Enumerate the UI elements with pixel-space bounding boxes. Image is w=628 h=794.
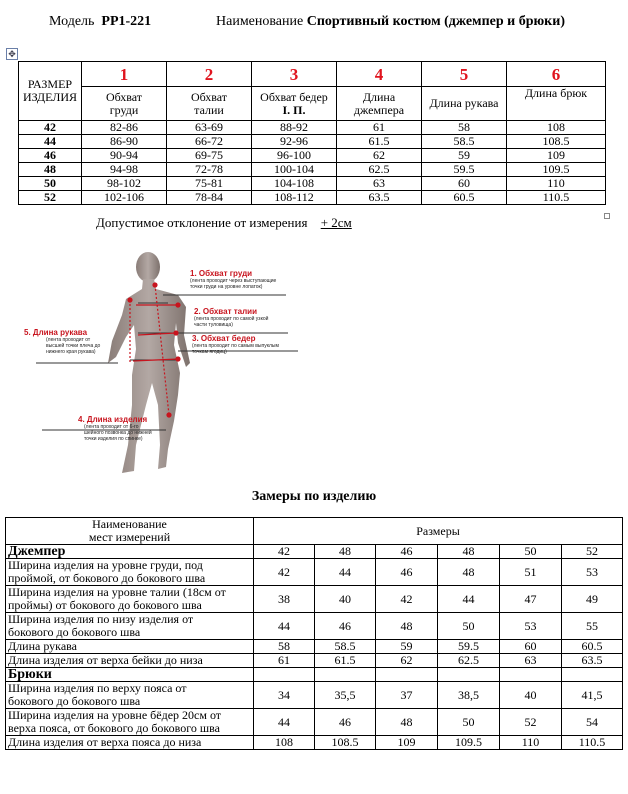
annotation-hips: [192, 334, 279, 355]
garment-measurements-table: [5, 517, 623, 750]
measurement-name-line: Длина изделия от верха бейки до низа: [8, 653, 203, 667]
empty-cell: [500, 668, 562, 682]
size-header-line: ИЗДЕЛИЯ: [22, 90, 78, 104]
measurement-value: 58: [254, 640, 315, 654]
measurement-value: 34: [254, 682, 315, 709]
size-chart-table: [18, 61, 606, 205]
size-header-cell: [19, 62, 82, 121]
measurement-value: 62: [376, 654, 438, 668]
column-label-line: I. П.: [282, 102, 306, 117]
name-header-line: Наименование: [92, 517, 167, 531]
empty-cell: [254, 668, 315, 682]
empty-cell: [376, 668, 438, 682]
size-cell: 46: [19, 149, 82, 163]
measurement-value: 109: [376, 736, 438, 750]
size-header: 50: [500, 545, 562, 559]
measurement-value: 49: [562, 586, 623, 613]
measurement-row: [6, 559, 623, 586]
size-row: [19, 163, 606, 177]
size-header: 48: [438, 545, 500, 559]
measurements-header-row: [6, 518, 623, 545]
annotation-sub: (лента проходит от: [46, 337, 91, 343]
size-chart-number-row: [19, 62, 606, 87]
measurement-cell: 75-81: [167, 177, 252, 191]
column-number: 4: [337, 62, 422, 87]
measurement-cell: 109.5: [507, 163, 606, 177]
measurement-cell: 88-92: [252, 121, 337, 135]
column-label: [82, 87, 167, 121]
size-cell: 50: [19, 177, 82, 191]
measurement-cell: 59.5: [422, 163, 507, 177]
jumper-section-label: Джемпер: [6, 545, 254, 559]
measurement-figure: [18, 245, 308, 480]
product-name-line: [216, 14, 565, 30]
measurement-name-line: Ширина изделия по верху пояса от: [8, 681, 187, 695]
measurement-cell: 108-112: [252, 191, 337, 205]
measurement-row: [6, 640, 623, 654]
size-header: 46: [376, 545, 438, 559]
annotation-sub: (лента проходит по самым выпуклым: [192, 343, 279, 349]
measurement-cell: 86-90: [82, 135, 167, 149]
measurement-cell: 59: [422, 149, 507, 163]
measurement-cell: 104-108: [252, 177, 337, 191]
measurement-row: [6, 709, 623, 736]
measurement-value: 108: [254, 736, 315, 750]
measurement-name: [6, 613, 254, 640]
measurement-value: 52: [500, 709, 562, 736]
measurement-value: 60.5: [562, 640, 623, 654]
measurement-value: 44: [254, 709, 315, 736]
measurement-name: [6, 586, 254, 613]
annotation-sub: (лента проходит по самой узкой: [194, 316, 269, 322]
pants-section-row: [6, 668, 623, 682]
measurement-value: 58.5: [315, 640, 376, 654]
measurement-cell: 63.5: [337, 191, 422, 205]
column-label-line: Обхват бедер: [260, 89, 328, 104]
measurement-cell: 94-98: [82, 163, 167, 177]
measurement-value: 59.5: [438, 640, 500, 654]
table-resize-handle-icon[interactable]: [604, 213, 610, 219]
measurement-value: 48: [376, 613, 438, 640]
measurement-value: 54: [562, 709, 623, 736]
measurement-value: 37: [376, 682, 438, 709]
size-cell: 44: [19, 135, 82, 149]
annotation-title: 3. Обхват бедер: [192, 334, 256, 343]
measurement-name: [6, 640, 254, 654]
sizes-header-cell: Размеры: [254, 518, 623, 545]
size-row: [19, 177, 606, 191]
model-line: [49, 14, 151, 30]
name-header-line: мест измерений: [88, 530, 171, 544]
measurement-row: [6, 654, 623, 668]
measurement-cell: 66-72: [167, 135, 252, 149]
pants-section-label: Брюки: [6, 668, 254, 682]
tolerance-value: + 2см: [320, 215, 352, 230]
measurement-cell: 63: [337, 177, 422, 191]
measurement-name-line: проймой, от бокового до бокового шва: [8, 571, 206, 585]
size-header: 42: [254, 545, 315, 559]
column-label: [507, 87, 606, 121]
measurement-value: 42: [376, 586, 438, 613]
measurement-cell: 72-78: [167, 163, 252, 177]
model-value: РР1-221: [101, 14, 152, 29]
measurement-cell: 109: [507, 149, 606, 163]
measurement-cell: 60: [422, 177, 507, 191]
annotation-title: 4. Длина изделия: [78, 415, 148, 424]
empty-cell: [438, 668, 500, 682]
measurement-value: 41,5: [562, 682, 623, 709]
measurement-value: 46: [315, 709, 376, 736]
model-label: Модель: [49, 14, 95, 29]
measurement-row: [6, 613, 623, 640]
measurement-cell: 100-104: [252, 163, 337, 177]
document-header: [0, 14, 628, 34]
annotation-waist: [194, 307, 268, 328]
measurement-value: 38,5: [438, 682, 500, 709]
column-label-line: Длина брюк: [524, 86, 588, 100]
size-cell: 48: [19, 163, 82, 177]
size-row: [19, 149, 606, 163]
column-label-line: талии: [194, 102, 224, 117]
measurement-value: 110.5: [562, 736, 623, 750]
measurement-value: 53: [500, 613, 562, 640]
measurement-value: 60: [500, 640, 562, 654]
measurement-name: [6, 709, 254, 736]
empty-cell: [562, 668, 623, 682]
measurement-cell: 69-75: [167, 149, 252, 163]
size-row: [19, 191, 606, 205]
empty-cell: [315, 668, 376, 682]
measurement-name-line: бокового до бокового шва: [8, 694, 141, 708]
size-chart-body: [19, 121, 606, 205]
measurement-value: 40: [315, 586, 376, 613]
annotation-sub: шейного позвонка до нижней: [84, 430, 152, 436]
annotation-sub: (лента проходит от 6-го: [84, 424, 139, 430]
measurement-name-line: бокового до бокового шва: [8, 625, 141, 639]
column-label: [337, 87, 422, 121]
column-label-line: Обхват: [105, 89, 143, 104]
annotation-sub: точки груди на уровне лопаток): [190, 284, 263, 290]
measurement-value: 63.5: [562, 654, 623, 668]
measurement-name: [6, 654, 254, 668]
size-header: 52: [562, 545, 623, 559]
measurement-cell: 61.5: [337, 135, 422, 149]
measurement-cell: 62.5: [337, 163, 422, 177]
measurement-name-line: Ширина изделия на уровне груди, под: [8, 558, 203, 572]
size-row: [19, 121, 606, 135]
measurement-value: 42: [254, 559, 315, 586]
measurement-cell: 58.5: [422, 135, 507, 149]
tolerance-text: Допустимое отклонение от измерения: [96, 215, 308, 230]
annotation-sub: (лента проходит через выступающие: [190, 278, 277, 284]
measurement-cell: 110: [507, 177, 606, 191]
measurement-value: 38: [254, 586, 315, 613]
annotation-sub: нижнего края рукава): [46, 349, 96, 355]
column-number: 3: [252, 62, 337, 87]
measurement-cell: 63-69: [167, 121, 252, 135]
sizes-row: [6, 545, 623, 559]
measurement-cell: 110.5: [507, 191, 606, 205]
column-number: 6: [507, 62, 606, 87]
table-move-handle-icon[interactable]: ✥: [6, 48, 18, 60]
measurement-value: 61.5: [315, 654, 376, 668]
annotation-sub: точки изделия по спинке): [84, 436, 143, 442]
size-chart-label-row: [19, 87, 606, 121]
measurement-cell: 58: [422, 121, 507, 135]
column-label-line: Длина: [362, 89, 396, 104]
measurement-value: 55: [562, 613, 623, 640]
measurement-cell: 96-100: [252, 149, 337, 163]
name-label: Наименование: [216, 14, 304, 29]
annotation-length: [78, 415, 152, 442]
name-value: Спортивный костюм (джемпер и брюки): [306, 14, 565, 29]
column-number: 2: [167, 62, 252, 87]
measurement-value: 47: [500, 586, 562, 613]
column-label-line: груди: [109, 102, 139, 117]
size-row: [19, 135, 606, 149]
measurement-name-line: Ширина изделия на уровне бёдер 20см от: [8, 708, 222, 722]
measurement-name: [6, 736, 254, 750]
column-label: [167, 87, 252, 121]
measurement-cell: 108.5: [507, 135, 606, 149]
measurement-cell: 62: [337, 149, 422, 163]
measurement-value: 110: [500, 736, 562, 750]
column-label-line: джемпера: [353, 102, 405, 117]
column-label: [252, 87, 337, 121]
measurement-value: 59: [376, 640, 438, 654]
size-header-line: РАЗМЕР: [27, 77, 73, 91]
column-number: 1: [82, 62, 167, 87]
measurement-value: 62.5: [438, 654, 500, 668]
measurement-value: 50: [438, 613, 500, 640]
annotation-sub: высшей точки плеча до: [46, 343, 101, 349]
measurement-cell: 82-86: [82, 121, 167, 135]
measurements-title: Замеры по изделию: [251, 489, 377, 504]
measurement-value: 48: [438, 559, 500, 586]
measurement-value: 46: [315, 613, 376, 640]
annotation-sub: точкам ягодиц): [192, 349, 227, 355]
annotation-chest: [190, 269, 276, 290]
measurement-cell: 90-94: [82, 149, 167, 163]
measurement-cell: 78-84: [167, 191, 252, 205]
size-cell: 52: [19, 191, 82, 205]
measurement-value: 44: [438, 586, 500, 613]
measurement-name-line: Длина изделия от верха пояса до низа: [8, 735, 202, 749]
annotation-title: 2. Обхват талии: [194, 307, 257, 316]
annotation-title: 5. Длина рукава: [24, 328, 88, 337]
size-header: 48: [315, 545, 376, 559]
measurements-body: [6, 518, 623, 750]
tolerance-note: [96, 215, 352, 231]
column-number: 5: [422, 62, 507, 87]
column-label: [422, 87, 507, 121]
name-header-cell: [6, 518, 254, 545]
measurement-value: 53: [562, 559, 623, 586]
measurement-row: [6, 682, 623, 709]
measurement-value: 109.5: [438, 736, 500, 750]
measurement-name-line: проймы) от бокового до бокового шва: [8, 598, 202, 612]
measurement-name-line: Длина рукава: [8, 639, 77, 653]
measurement-row: [6, 586, 623, 613]
column-label-line: Обхват: [190, 89, 228, 104]
column-label-line: Длина рукава: [429, 96, 499, 110]
measurement-value: 35,5: [315, 682, 376, 709]
measurement-name-line: Ширина изделия на уровне талии (18см от: [8, 585, 226, 599]
measurement-value: 63: [500, 654, 562, 668]
measurement-value: 50: [438, 709, 500, 736]
measurement-value: 108.5: [315, 736, 376, 750]
measurement-cell: 61: [337, 121, 422, 135]
measurement-name: [6, 559, 254, 586]
measurement-cell: 98-102: [82, 177, 167, 191]
measurement-name-line: Ширина изделия по низу изделия от: [8, 612, 194, 626]
annotation-sleeve: [24, 328, 100, 355]
measurement-row: [6, 736, 623, 750]
measurement-cell: 108: [507, 121, 606, 135]
measurement-value: 51: [500, 559, 562, 586]
measurement-value: 46: [376, 559, 438, 586]
measurement-cell: 60.5: [422, 191, 507, 205]
measurement-value: 44: [254, 613, 315, 640]
annotation-sub: части туловища): [194, 322, 233, 328]
measurement-cell: 92-96: [252, 135, 337, 149]
measurement-value: 61: [254, 654, 315, 668]
measurement-name: [6, 682, 254, 709]
measurement-name-line: верха пояса, от бокового до бокового шва: [8, 721, 220, 735]
annotation-title: 1. Обхват груди: [190, 269, 253, 278]
size-cell: 42: [19, 121, 82, 135]
measurement-cell: 102-106: [82, 191, 167, 205]
measurement-value: 40: [500, 682, 562, 709]
measurement-value: 44: [315, 559, 376, 586]
measurement-value: 48: [376, 709, 438, 736]
